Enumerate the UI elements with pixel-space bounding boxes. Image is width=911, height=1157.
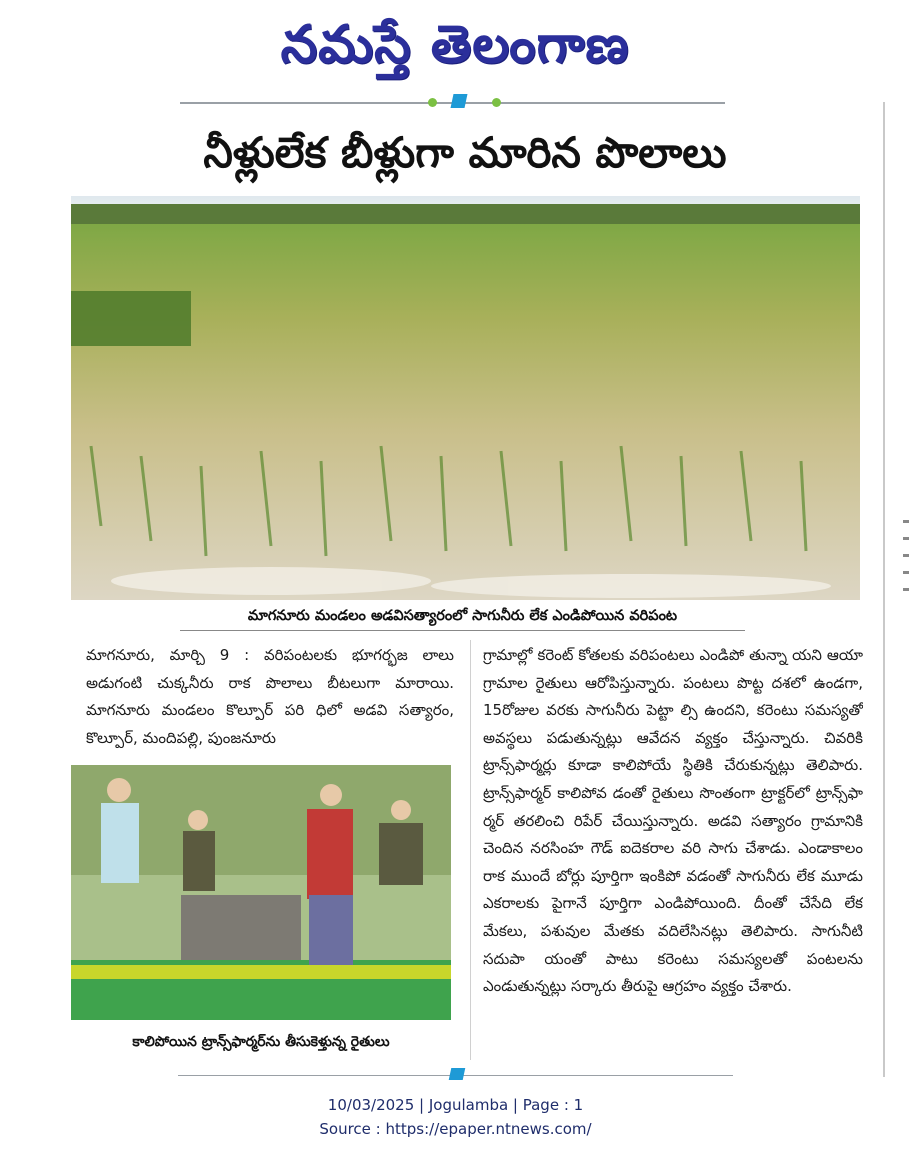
blue-mark-ornament xyxy=(451,94,468,108)
footer xyxy=(0,1093,911,1141)
newspaper-logo: నమస్తే తెలంగాణ xyxy=(280,15,630,75)
article-headline: నీళ్లులేక బీళ్లుగా మారిన పొలాలు xyxy=(203,128,727,177)
source-link[interactable]: Source : https://epaper.ntnews.com/ xyxy=(319,1120,592,1138)
main-photo-caption: మాగనూరు మండలం అడవిసత్యారంలో సాగునీరు లేక ఎండిపోయిన వరిపంట xyxy=(247,608,678,624)
article-body-right-column: గ్రామాల్లో కరెంట్ కోతలకు వరిపంటలు ఎండిపో తున్నా యని ఆయా గ్రామాల రైతులు ఆరోపిస్తున్నారు. పంటలు పొట్ట దశలో ఉండగా, 15రోజుల వరకు సాగునీరు పెట్టా ల్సి ఉందని, కరెంటు సమస్యతో అవస్థలు పడుతున్నట్లు ఆవేదన వ్యక్తం చేస్తున్నారు. చివరికి ట్రాన్స్‌ఫార్మర్లు కూడా కాలిపోయే స్థితికి చేరుకున్నట్లు తెలిపారు. ట్రాన్స్‌ఫార్మర్ కాలిపోవ డంతో రైతులు సొంతంగా ట్రాక్టర్‌లో ట్రాన్స్‌ఫా ర్మర్ తరలించి రిపేర్ చేయిస్తున్నారు. అడవి సత్యారం గ్రామానికి చెందిన నరసింహ గౌడ్ ఐదెకరాల వరి సాగు చేశాడు. ఎండాకాలం రాక ముందే బోర్లు పూర్తిగా ఇంకిపో వడంతో సాగునీరు లేక మూడు ఎకరాలకు పైగానే పూర్తిగా ఎండిపోయింది. దీంతో చేసేది లేక మేకలు, పశువుల మేతకు వదిలేసినట్లు తెలిపారు. సాగునీటి సదుపా యంతో పాటు కరెంటు సమస్యలతో పంటలను ఎండుతున్నట్లు సర్కారు తీరుపై ఆగ్రహం వ్యక్తం చేశారు. xyxy=(483,646,863,996)
farmers-transformer-photo xyxy=(71,765,451,1020)
green-dot-ornament xyxy=(492,98,501,107)
small-photo-caption: కాలిపోయిన ట్రాన్స్‌ఫార్మర్‌ను తీసుకెళ్తున్న రైతులు xyxy=(132,1034,390,1050)
adjacent-article-edge xyxy=(903,520,911,640)
edition-date-page: 10/03/2025 | Jogulamba | Page : 1 xyxy=(327,1096,584,1114)
blue-mark-ornament xyxy=(449,1068,466,1080)
article-body-left-column: మాగనూరు, మార్చి 9 : వరిపంటలకు భూగర్భజ లాలు అడుగంటి చుక్కనీరు రాక పొలాలు బీటలుగా మారాయి. మాగనూరు మండలం కొల్పూర్ పరి ధిలో అడవి సత్యారం, కొల్పూర్, మందిపల్లి, పుంజనూరు xyxy=(86,646,454,747)
masthead xyxy=(0,0,911,96)
caption-divider xyxy=(180,630,745,631)
dry-paddy-field-photo xyxy=(71,196,860,600)
column-rule xyxy=(883,102,885,1077)
column-divider xyxy=(470,640,471,1060)
green-dot-ornament xyxy=(428,98,437,107)
